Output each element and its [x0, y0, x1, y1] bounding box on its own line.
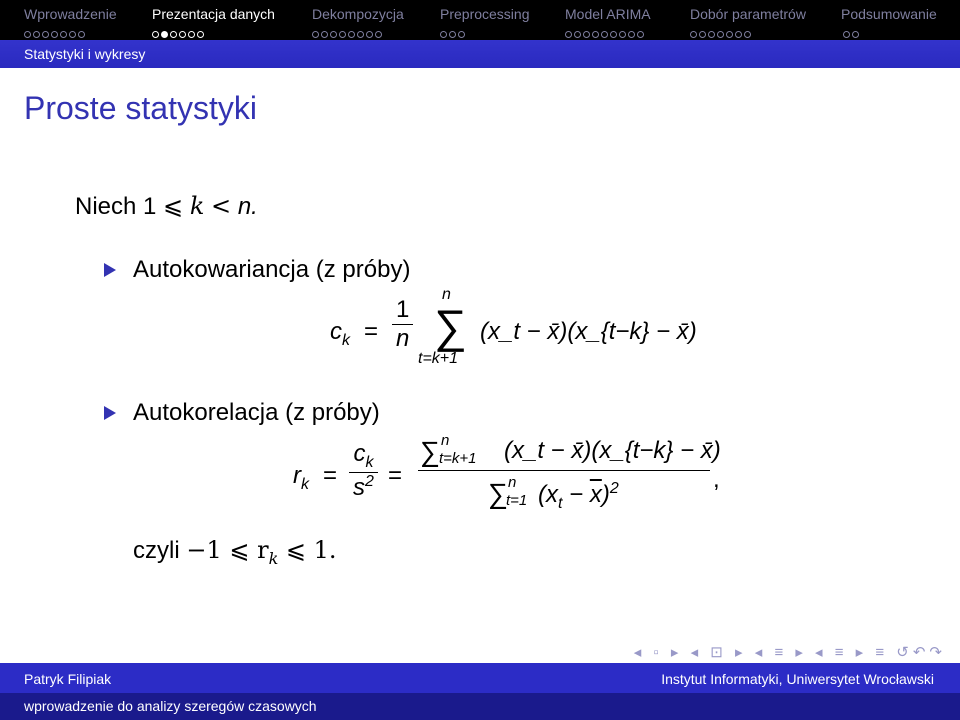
formula2-num-sum-upper: n	[441, 432, 450, 449]
formula2-num-body: (x_t − x̄)(x_{t−k} − x̄)	[504, 437, 721, 464]
nav-dots-preprocessing[interactable]	[440, 25, 467, 35]
nav-section-model-arima[interactable]: Model ARIMA	[565, 6, 651, 22]
sigma-icon: ∑	[488, 478, 508, 509]
frame-title: Proste statystyki	[24, 90, 257, 126]
formula1-body: (x_t − x̄)(x_{t−k} − x̄)	[480, 318, 697, 345]
intro-n: n.	[237, 193, 258, 220]
formula2-trailing-comma: ,	[713, 466, 720, 493]
formula1-eq: =	[364, 318, 379, 345]
subsection-bar	[0, 40, 960, 68]
bullet-triangle-icon	[104, 263, 116, 277]
nav-section-podsumowanie[interactable]: Podsumowanie	[841, 6, 937, 22]
formula1-sum-upper: n	[442, 286, 451, 303]
formula1-lhs: $c_k$	[330, 318, 350, 349]
formula2-eq2: =	[388, 462, 403, 489]
fraction-bar	[418, 470, 710, 471]
nav-dots-dekompozycja[interactable]	[312, 25, 384, 35]
footer-author: Patryk Filipiak	[24, 671, 112, 687]
formula2-num-sum-lower: t=k+1	[439, 450, 477, 467]
formula2-lhs: $r_k$	[293, 462, 309, 493]
nav-section-dobor-parametrow[interactable]: Dobór parametrów	[690, 6, 806, 22]
intro-k: k	[189, 192, 205, 220]
intro-prefix: Niech 1	[75, 193, 157, 220]
nav-section-dekompozycja[interactable]: Dekompozycja	[312, 6, 404, 22]
footer-bottom-bar	[0, 693, 960, 720]
sigma-icon: ∑	[420, 436, 440, 467]
formula2-den-sum-lower: t=1	[506, 492, 528, 509]
formula2-den-body: $(x_t - \overline{x})^2$	[538, 480, 619, 512]
footer-top-bar	[0, 663, 960, 693]
intro-line	[75, 192, 258, 221]
conclusion-line	[133, 536, 337, 568]
conclusion-expr: −1 ⩽ $r_k$ ⩽ 1.	[186, 536, 337, 568]
formula1-sum-lower: t=k+1	[418, 350, 459, 367]
nav-section-wprowadzenie[interactable]: Wprowadzenie	[24, 6, 117, 22]
nav-dots-model-arima[interactable]	[565, 25, 646, 35]
conclusion-prefix: czyli	[133, 537, 180, 564]
footer-talk-title: wprowadzenie do analizy szeregów czasowych	[24, 698, 317, 714]
formula2-eq1: =	[323, 462, 338, 489]
nav-dots-prezentacja-danych[interactable]	[152, 25, 206, 35]
bullet-triangle-icon	[104, 406, 116, 420]
nav-section-prezentacja-danych[interactable]: Prezentacja danych	[152, 6, 275, 22]
intro-lt: <	[211, 192, 232, 220]
formula1-fraction: $\frac{1}{n}$	[392, 296, 413, 353]
footer	[0, 663, 960, 720]
nav-dots-wprowadzenie[interactable]	[24, 25, 87, 35]
beamer-navigation-symbols[interactable]: ◂ ▫ ▸ ◂ ⊡ ▸ ◂ ≡ ▸ ◂ ≡ ▸ ≡ ↺↶↷	[633, 644, 946, 661]
subsection-title: Statystyki i wykresy	[24, 46, 146, 62]
nav-dots-dobor-parametrow[interactable]	[690, 25, 753, 35]
footer-institute: Instytut Informatyki, Uniwersytet Wrocławski	[661, 671, 934, 687]
intro-le: ⩽	[163, 192, 184, 220]
nav-section-preprocessing[interactable]: Preprocessing	[440, 6, 530, 22]
formula2-fraction-c-over-s: $\frac{c_k}{s^2}$	[349, 440, 378, 502]
item-autokorelacja: Autokorelacja (z próby)	[133, 399, 380, 426]
sigma-icon: ∑	[434, 300, 467, 352]
item-autokowariancja: Autokowariancja (z próby)	[133, 256, 411, 283]
header-navigation	[0, 0, 960, 40]
nav-dots-podsumowanie[interactable]	[843, 25, 861, 35]
formula2-den-sum-upper: n	[508, 474, 517, 491]
